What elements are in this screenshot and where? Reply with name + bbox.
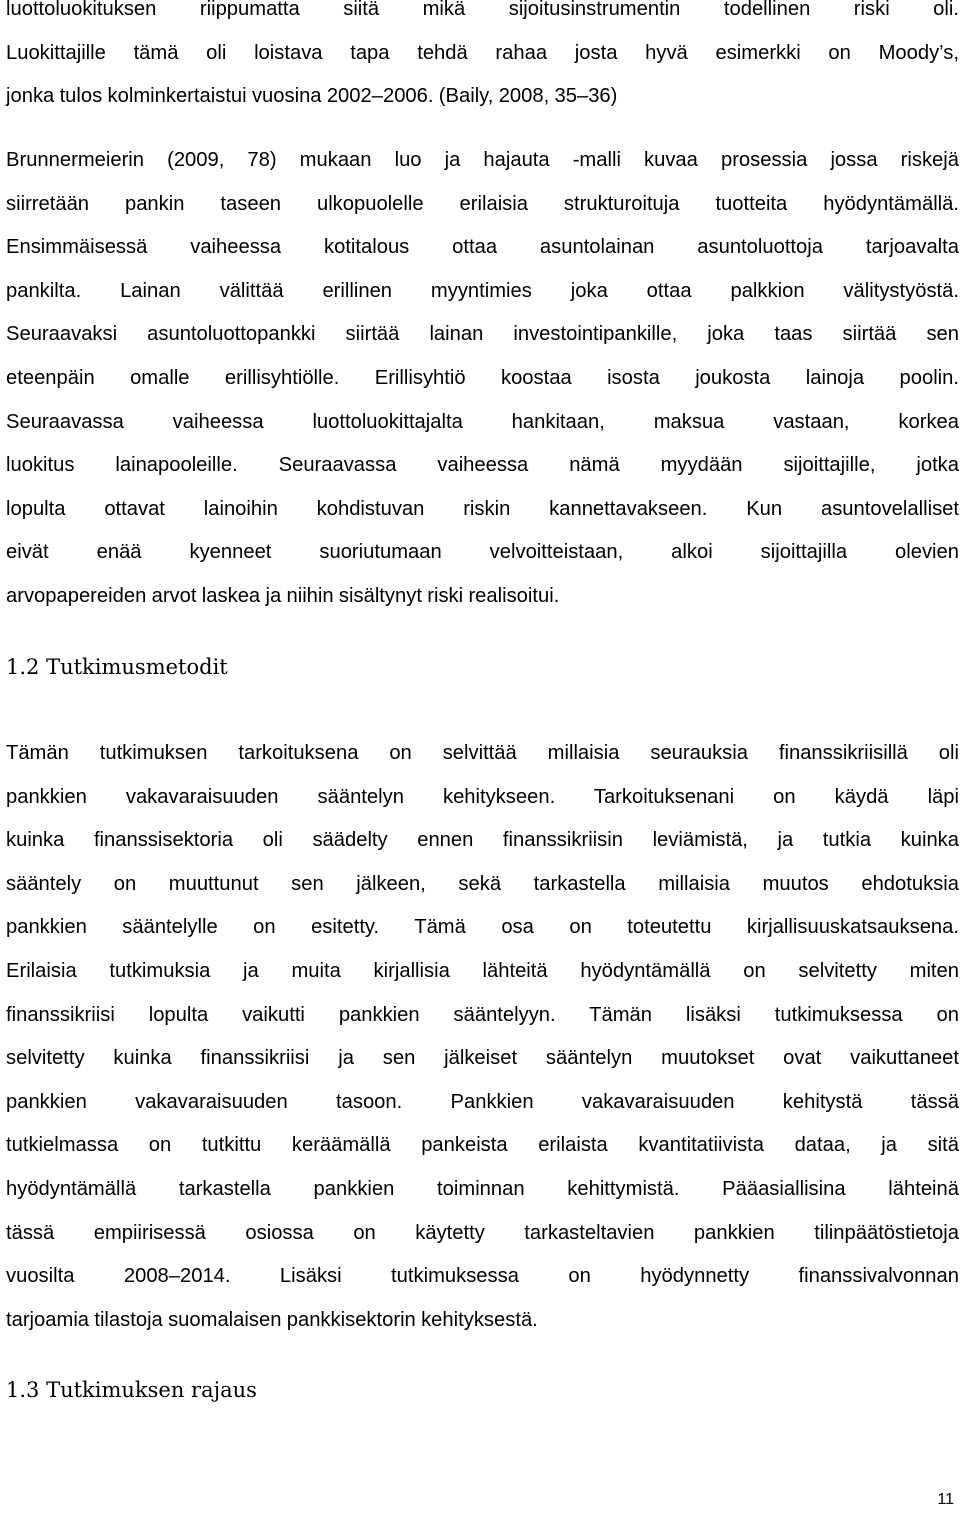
- text-line: Seuraavaksi asuntoluottopankki siirtää lainan investointipankille, joka taas siirtää sen: [6, 323, 959, 346]
- text-line: selvitetty kuinka finanssikriisi ja sen jälkeiset sääntelyn muutokset ovat vaikuttaneet: [6, 1047, 959, 1070]
- text-line: tarjoamia tilastoja suomalaisen pankkisektorin kehityksestä.: [6, 1308, 538, 1331]
- text-line: eteenpäin omalle erillisyhtiölle. Erillisyhtiö koostaa isosta joukosta lainoja poolin.: [6, 366, 959, 389]
- page-number: 11: [937, 1491, 954, 1508]
- text-line: Erilaisia tutkimuksia ja muita kirjallisia lähteitä hyödyntämällä on selvitetty miten: [6, 959, 959, 982]
- text-line: siirretään pankin taseen ulkopuolelle erilaisia strukturoituja tuotteita hyödyntämällä.: [6, 192, 959, 215]
- text-line: Ensimmäisessä vaiheessa kotitalous ottaa asuntolainan asuntoluottoja tarjoavalta: [6, 236, 959, 259]
- text-line: lopulta ottavat lainoihin kohdistuvan riskin kannettavakseen. Kun asuntovelalliset: [6, 497, 959, 520]
- text-line: tutkielmassa on tutkittu keräämällä pankeista erilaista kvantitatiivista dataa, ja sitä: [6, 1134, 959, 1157]
- text-line: hyödyntämällä tarkastella pankkien toiminnan kehittymistä. Pääasiallisina lähteinä: [6, 1177, 959, 1200]
- body-paragraph: [6, 732, 959, 1342]
- text-line: Brunnermeierin (2009, 78) mukaan luo ja hajauta -malli kuvaa prosessia jossa riskejä: [6, 149, 959, 171]
- body-paragraph: [6, 139, 959, 619]
- text-line: Tämän tutkimuksen tarkoituksena on selvittää millaisia seurauksia finanssikriisillä oli: [6, 742, 959, 764]
- text-line: luottoluokituksen riippumatta siitä mikä sijoitusinstrumentin todellinen riski oli.: [6, 0, 959, 20]
- text-line: pankilta. Lainan välittää erillinen myyntimies joka ottaa palkkion välitystyöstä.: [6, 279, 959, 302]
- text-line: pankkien vakavaraisuuden sääntelyn kehitykseen. Tarkoituksenani on käydä läpi: [6, 785, 959, 808]
- text-line: vuosilta 2008–2014. Lisäksi tutkimuksessa on hyödynnetty finanssivalvonnan: [6, 1265, 959, 1288]
- text-line: eivät enää kyenneet suoriutumaan velvoitteistaan, alkoi sijoittajilla olevien: [6, 541, 959, 564]
- text-line: kuinka finanssisektoria oli säädelty ennen finanssikriisin leviämistä, ja tutkia kuinka: [6, 829, 959, 852]
- text-line: Seuraavassa vaiheessa luottoluokittajalta hankitaan, maksua vastaan, korkea: [6, 410, 959, 433]
- text-line: pankkien sääntelylle on esitetty. Tämä osa on toteutettu kirjallisuuskatsauksena.: [6, 916, 959, 939]
- text-line: luokitus lainapooleille. Seuraavassa vaiheessa nämä myydään sijoittajille, jotka: [6, 454, 959, 477]
- text-line: arvopapereiden arvot laskea ja niihin sisältynyt riski realisoitui.: [6, 584, 560, 607]
- text-line: Luokittajille tämä oli loistava tapa tehdä rahaa josta hyvä esimerkki on Moody’s,: [6, 41, 959, 64]
- body-paragraph: [6, 0, 959, 119]
- text-line: sääntely on muuttunut sen jälkeen, sekä tarkastella millaisia muutos ehdotuksia: [6, 872, 959, 895]
- text-line: pankkien vakavaraisuuden tasoon. Pankkien vakavaraisuuden kehitystä tässä: [6, 1090, 959, 1113]
- text-line: jonka tulos kolminkertaistui vuosina 2002–2006. (Baily, 2008, 35–36): [6, 85, 618, 108]
- section-heading: 1.3 Tutkimuksen rajaus: [6, 1378, 257, 1402]
- section-heading: 1.2 Tutkimusmetodit: [6, 655, 228, 679]
- text-line: finanssikriisi lopulta vaikutti pankkien sääntelyyn. Tämän lisäksi tutkimuksessa on: [6, 1003, 959, 1026]
- text-line: tässä empiirisessä osiossa on käytetty tarkasteltavien pankkien tilinpäätöstietoja: [6, 1221, 959, 1244]
